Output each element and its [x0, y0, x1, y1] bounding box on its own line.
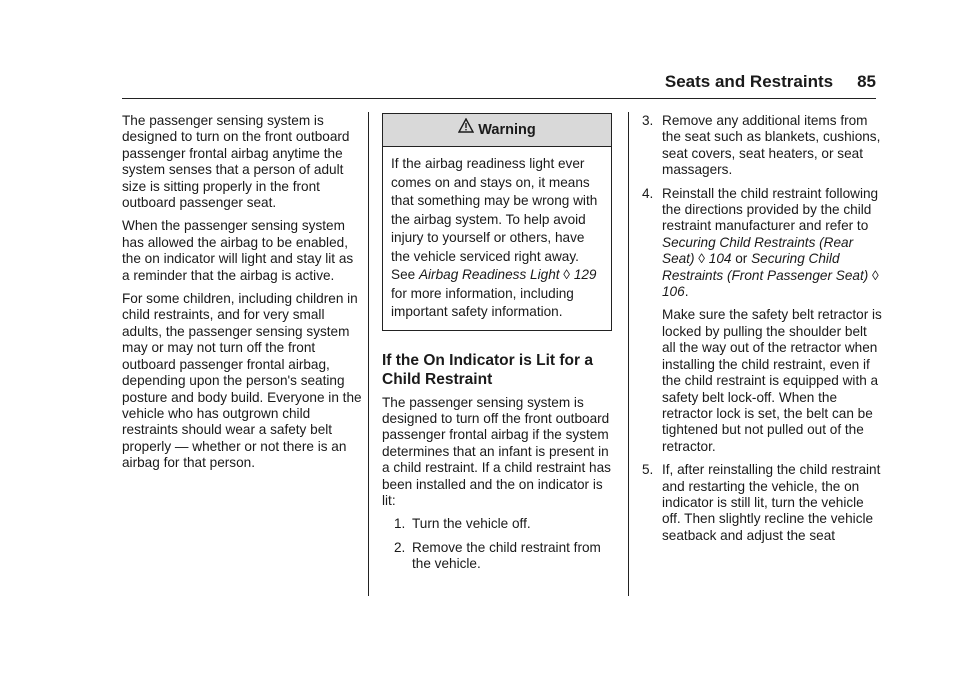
list-number: 1.: [394, 516, 406, 532]
cross-reference-link[interactable]: Airbag Readiness Light: [418, 267, 560, 282]
warning-box: [382, 113, 612, 331]
page-number: 85: [857, 72, 876, 91]
list-text-part: or: [731, 251, 752, 267]
list-text-part: Reinstall the child restraint following the directions provided by the child restraint manufacturer and refer to: [662, 185, 879, 234]
cross-reference-page[interactable]: 104: [708, 251, 732, 267]
list-text: Turn the vehicle off.: [412, 516, 531, 532]
column-divider-2: [628, 112, 629, 596]
list-text: Remove the child restraint from the vehicle.: [412, 539, 601, 572]
list-item: [642, 113, 882, 179]
section-title: Seats and Restraints: [664, 72, 834, 91]
cross-reference-link[interactable]: Securing Child Restraints (Rear Seat): [662, 234, 854, 267]
page-reference-arrow-icon: ◊: [868, 267, 879, 283]
list-item: [642, 462, 882, 544]
list-text: [662, 186, 882, 301]
list-item: [382, 516, 614, 532]
list-number: 4.: [642, 185, 654, 201]
column-1: [122, 113, 362, 479]
column-2: [382, 113, 614, 580]
cross-reference-page[interactable]: 106: [662, 284, 685, 300]
list-item: [382, 540, 614, 573]
page-reference-arrow-icon: ◊: [559, 267, 574, 282]
list-number: 5.: [642, 462, 654, 478]
page-reference-arrow-icon: ◊: [694, 251, 709, 267]
column-3: [642, 113, 882, 551]
list-item: [642, 186, 882, 301]
warning-text: for more information, including important safety information.: [391, 285, 574, 319]
warning-text: If the airbag readiness light ever comes on and stays on, it means that something may be wrong with the airbag system. To help avoid injury to yourself or others, have the vehicle serviced right away. See: [391, 156, 598, 282]
paragraph: Make sure the safety belt retractor is locked by pulling the shoulder belt all the way out of the retractor when installing the child restraint, even if the child restraint is equipped with a safety belt lock-off. When the retractor lock is set, the belt can be tightened but not pulled out of the retractor.: [662, 307, 882, 454]
list-text: Remove any additional items from the seat such as blankets, cushions, seat covers, seat heaters, or seat massagers.: [662, 113, 881, 178]
header-rule: [122, 98, 876, 99]
column-divider-1: [368, 112, 369, 596]
list-number: 2.: [394, 539, 406, 555]
paragraph: The passenger sensing system is designed to turn on the front outboard passenger frontal airbag anytime the system senses that a person of adult size is sitting properly in the front outboard passenger seat.: [122, 113, 350, 211]
paragraph: The passenger sensing system is designed to turn off the front outboard passenger frontal airbag if the system determines that an infant is present in a child restraint. If a child restraint has been installed and the on indicator is lit:: [382, 394, 611, 508]
warning-header: [383, 114, 611, 147]
list-text: If, after reinstalling the child restraint and restarting the vehicle, the on indicator is still lit, turn the vehicle off. Then slightly recline the vehicle seatback and adjust the seat: [662, 462, 881, 543]
warning-body: [383, 147, 611, 330]
warning-title: Warning: [478, 122, 536, 138]
list-number: 3.: [642, 113, 654, 128]
cross-reference-page[interactable]: 129: [573, 267, 597, 282]
paragraph: For some children, including children in child restraints, and for very small adults, the passenger sensing system may or may not turn off the front outboard passenger frontal airbag, depending upon the person's seating posture and body build. Everyone in the vehicle who has outgrown child restraints should wear a safety belt properly — whether or not there is an airbag for that person.: [122, 291, 362, 471]
warning-triangle-icon: [458, 113, 474, 145]
cross-reference-link[interactable]: Securing Child Restraints (Front Passenger Seat): [662, 251, 869, 283]
page-header: [0, 72, 876, 92]
section-heading: If the On Indicator is Lit for a Child Restraint: [382, 351, 593, 388]
list-text-part: .: [684, 284, 689, 300]
paragraph: When the passenger sensing system has allowed the airbag to be enabled, the on indicator will light and stay lit as a reminder that the airbag is active.: [122, 218, 354, 283]
